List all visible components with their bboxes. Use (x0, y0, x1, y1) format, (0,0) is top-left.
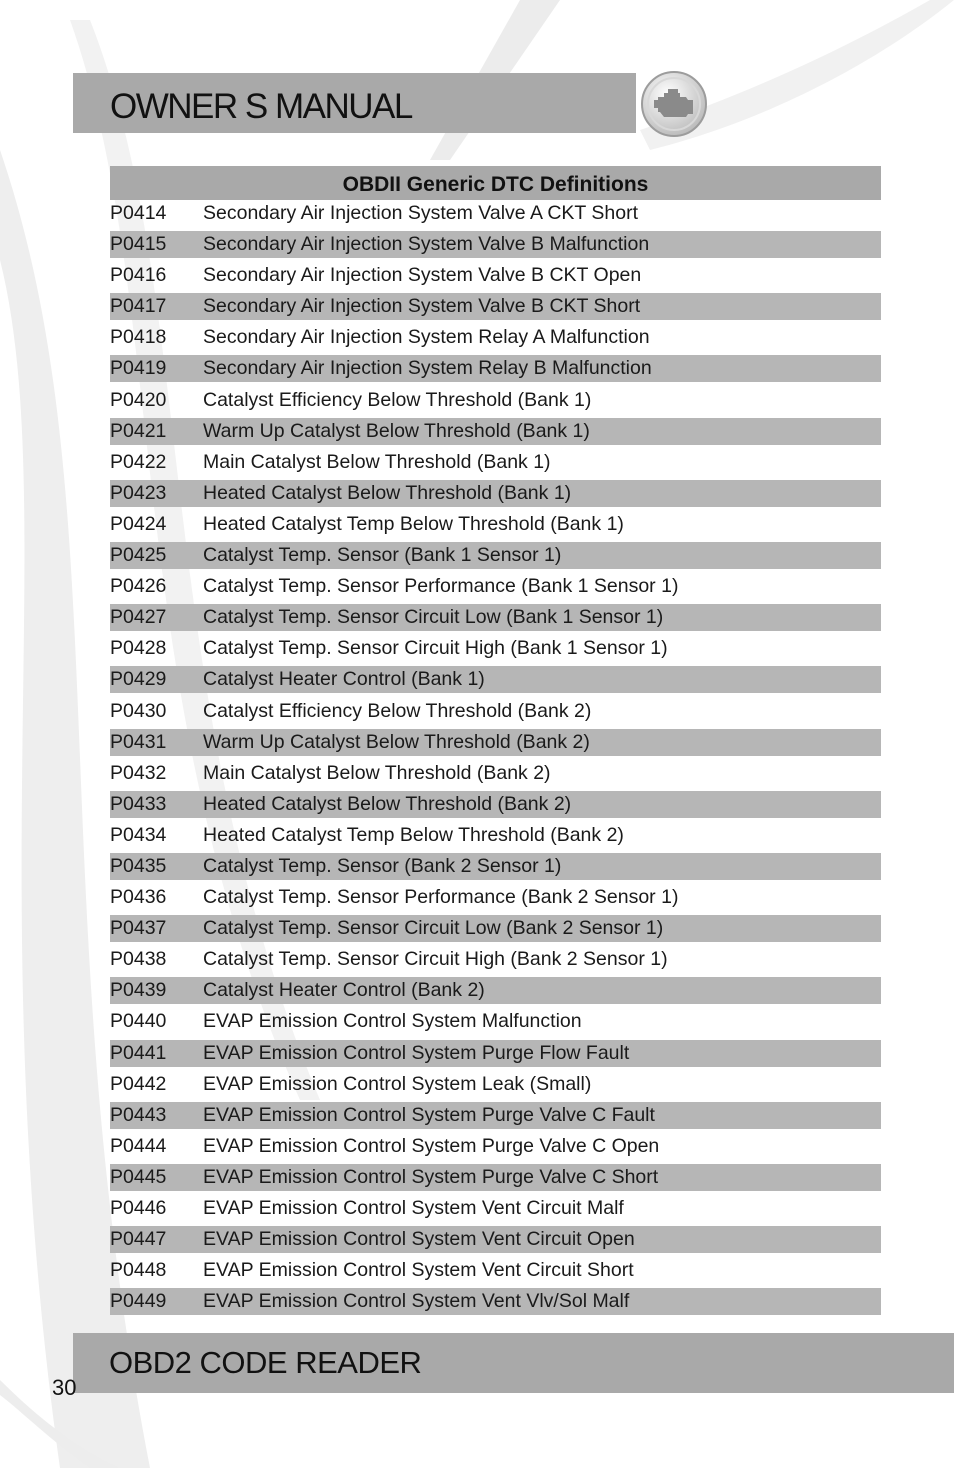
dtc-description: EVAP Emission Control System Vent Circuit Open (203, 1228, 635, 1251)
dtc-code: P0439 (110, 979, 167, 1002)
table-row (110, 915, 881, 942)
dtc-code: P0430 (110, 699, 167, 722)
table-row (110, 853, 881, 880)
table-row (110, 1164, 881, 1191)
table-row (110, 635, 881, 662)
table-row (110, 1008, 881, 1035)
dtc-code: P0446 (110, 1197, 167, 1219)
dtc-code: P0434 (110, 823, 167, 846)
dtc-code: P0420 (110, 388, 167, 411)
dtc-code: P0432 (110, 761, 167, 784)
dtc-description: EVAP Emission Control System Vent Vlv/Sol Malf (203, 1290, 630, 1313)
table-row (110, 791, 881, 818)
dtc-description: Heated Catalyst Below Threshold (Bank 2) (203, 792, 572, 815)
page-header-title: OWNER S MANUAL (110, 87, 412, 126)
table-row (110, 355, 881, 382)
dtc-code: P0414 (110, 202, 167, 224)
dtc-code: P0429 (110, 668, 167, 691)
dtc-description: Warm Up Catalyst Below Threshold (Bank 2) (203, 730, 590, 753)
table-row (110, 293, 881, 320)
dtc-description: EVAP Emission Control System Vent Circuit Malf (203, 1197, 624, 1219)
dtc-description: EVAP Emission Control System Vent Circuit Short (203, 1259, 634, 1282)
dtc-description: Catalyst Efficiency Below Threshold (Bank 2) (203, 699, 592, 722)
dtc-description: Catalyst Temp. Sensor Circuit High (Bank 1 Sensor 1) (203, 637, 668, 660)
dtc-description: Warm Up Catalyst Below Threshold (Bank 1) (203, 419, 590, 442)
table-row (110, 387, 881, 414)
dtc-description: Catalyst Temp. Sensor Performance (Bank 2 Sensor 1) (203, 886, 679, 909)
header-bar (73, 73, 636, 133)
dtc-description: Secondary Air Injection System Valve B CKT Short (203, 295, 641, 318)
dtc-description: Main Catalyst Below Threshold (Bank 1) (203, 450, 551, 473)
dtc-code: P0419 (110, 357, 167, 380)
dtc-code: P0416 (110, 264, 167, 287)
page-number: 30 (52, 1375, 77, 1400)
footer-title: OBD2 CODE READER (109, 1345, 422, 1380)
dtc-description: Main Catalyst Below Threshold (Bank 2) (203, 761, 551, 784)
table-body (110, 200, 881, 1315)
table-title: OBDII Generic DTC Definitions (110, 166, 881, 200)
dtc-description: Catalyst Heater Control (Bank 2) (203, 979, 485, 1002)
table-row (110, 884, 881, 911)
table-row (110, 231, 881, 258)
table-row (110, 946, 881, 973)
table-row (110, 542, 881, 569)
dtc-code: P0418 (110, 326, 167, 349)
dtc-code: P0428 (110, 637, 167, 660)
dtc-code: P0443 (110, 1103, 167, 1126)
dtc-description: EVAP Emission Control System Malfunction (203, 1010, 582, 1033)
table-row (110, 822, 881, 849)
dtc-code: P0427 (110, 606, 167, 629)
dtc-description: Catalyst Temp. Sensor (Bank 2 Sensor 1) (203, 854, 562, 877)
dtc-description: Catalyst Temp. Sensor Circuit High (Bank 2 Sensor 1) (203, 948, 668, 971)
table-row (110, 200, 881, 227)
dtc-code: P0448 (110, 1259, 167, 1282)
dtc-code: P0445 (110, 1165, 167, 1188)
table-row (110, 1133, 881, 1160)
table-row (110, 729, 881, 756)
table-row (110, 1226, 881, 1253)
dtc-description: Heated Catalyst Temp Below Threshold (Bank 2) (203, 823, 624, 846)
dtc-description: EVAP Emission Control System Purge Valve C Fault (203, 1103, 655, 1126)
dtc-code: P0444 (110, 1134, 167, 1157)
dtc-description: EVAP Emission Control System Purge Valve C Open (203, 1134, 660, 1157)
dtc-code: P0449 (110, 1290, 167, 1313)
table-row (110, 977, 881, 1004)
table-row (110, 262, 881, 289)
table-row (110, 1257, 881, 1284)
dtc-description: Secondary Air Injection System Valve B Malfunction (203, 233, 650, 256)
dtc-code: P0422 (110, 450, 167, 473)
table-row (110, 698, 881, 725)
dtc-code: P0436 (110, 886, 167, 909)
dtc-definitions-table (110, 166, 881, 1319)
table-row (110, 480, 881, 507)
dtc-description: EVAP Emission Control System Purge Valve C Short (203, 1165, 659, 1188)
engine-check-icon (640, 70, 708, 138)
table-row (110, 1040, 881, 1067)
dtc-description: Catalyst Temp. Sensor Circuit Low (Bank 2 Sensor 1) (203, 917, 664, 940)
dtc-code: P0415 (110, 233, 167, 256)
table-row (110, 1071, 881, 1098)
dtc-code: P0424 (110, 512, 167, 535)
table-row (110, 573, 881, 600)
table-row (110, 449, 881, 476)
table-row (110, 760, 881, 787)
dtc-code: P0438 (110, 948, 167, 971)
table-row (110, 1102, 881, 1129)
dtc-description: Secondary Air Injection System Relay B Malfunction (203, 357, 652, 380)
dtc-description: Catalyst Temp. Sensor Circuit Low (Bank 1 Sensor 1) (203, 606, 664, 629)
dtc-description: EVAP Emission Control System Leak (Small) (203, 1072, 592, 1095)
dtc-description: Secondary Air Injection System Valve A CKT Short (203, 202, 638, 224)
table-row (110, 1288, 881, 1315)
dtc-code: P0437 (110, 917, 167, 940)
dtc-description: EVAP Emission Control System Purge Flow Fault (203, 1041, 630, 1064)
dtc-code: P0441 (110, 1041, 167, 1064)
dtc-description: Catalyst Temp. Sensor (Bank 1 Sensor 1) (203, 544, 562, 567)
dtc-code: P0433 (110, 792, 167, 815)
dtc-code: P0440 (110, 1010, 167, 1033)
table-row (110, 666, 881, 693)
footer-bar (73, 1333, 954, 1393)
table-row (110, 1195, 881, 1222)
table-row (110, 511, 881, 538)
dtc-description: Catalyst Efficiency Below Threshold (Bank 1) (203, 388, 592, 411)
dtc-description: Catalyst Temp. Sensor Performance (Bank 1 Sensor 1) (203, 575, 679, 598)
dtc-code: P0417 (110, 295, 167, 318)
dtc-description: Catalyst Heater Control (Bank 1) (203, 668, 485, 691)
dtc-code: P0431 (110, 730, 167, 753)
dtc-code: P0425 (110, 544, 167, 567)
table-row (110, 418, 881, 445)
dtc-description: Secondary Air Injection System Valve B CKT Open (203, 264, 642, 287)
dtc-description: Secondary Air Injection System Relay A Malfunction (203, 326, 650, 349)
dtc-code: P0435 (110, 854, 167, 877)
dtc-code: P0447 (110, 1228, 167, 1251)
dtc-description: Heated Catalyst Temp Below Threshold (Bank 1) (203, 512, 624, 535)
dtc-description: Heated Catalyst Below Threshold (Bank 1) (203, 481, 572, 504)
dtc-code: P0423 (110, 481, 167, 504)
table-row (110, 604, 881, 631)
dtc-code: P0421 (110, 419, 167, 442)
table-row (110, 324, 881, 351)
dtc-code: P0442 (110, 1072, 167, 1095)
dtc-code: P0426 (110, 575, 167, 598)
